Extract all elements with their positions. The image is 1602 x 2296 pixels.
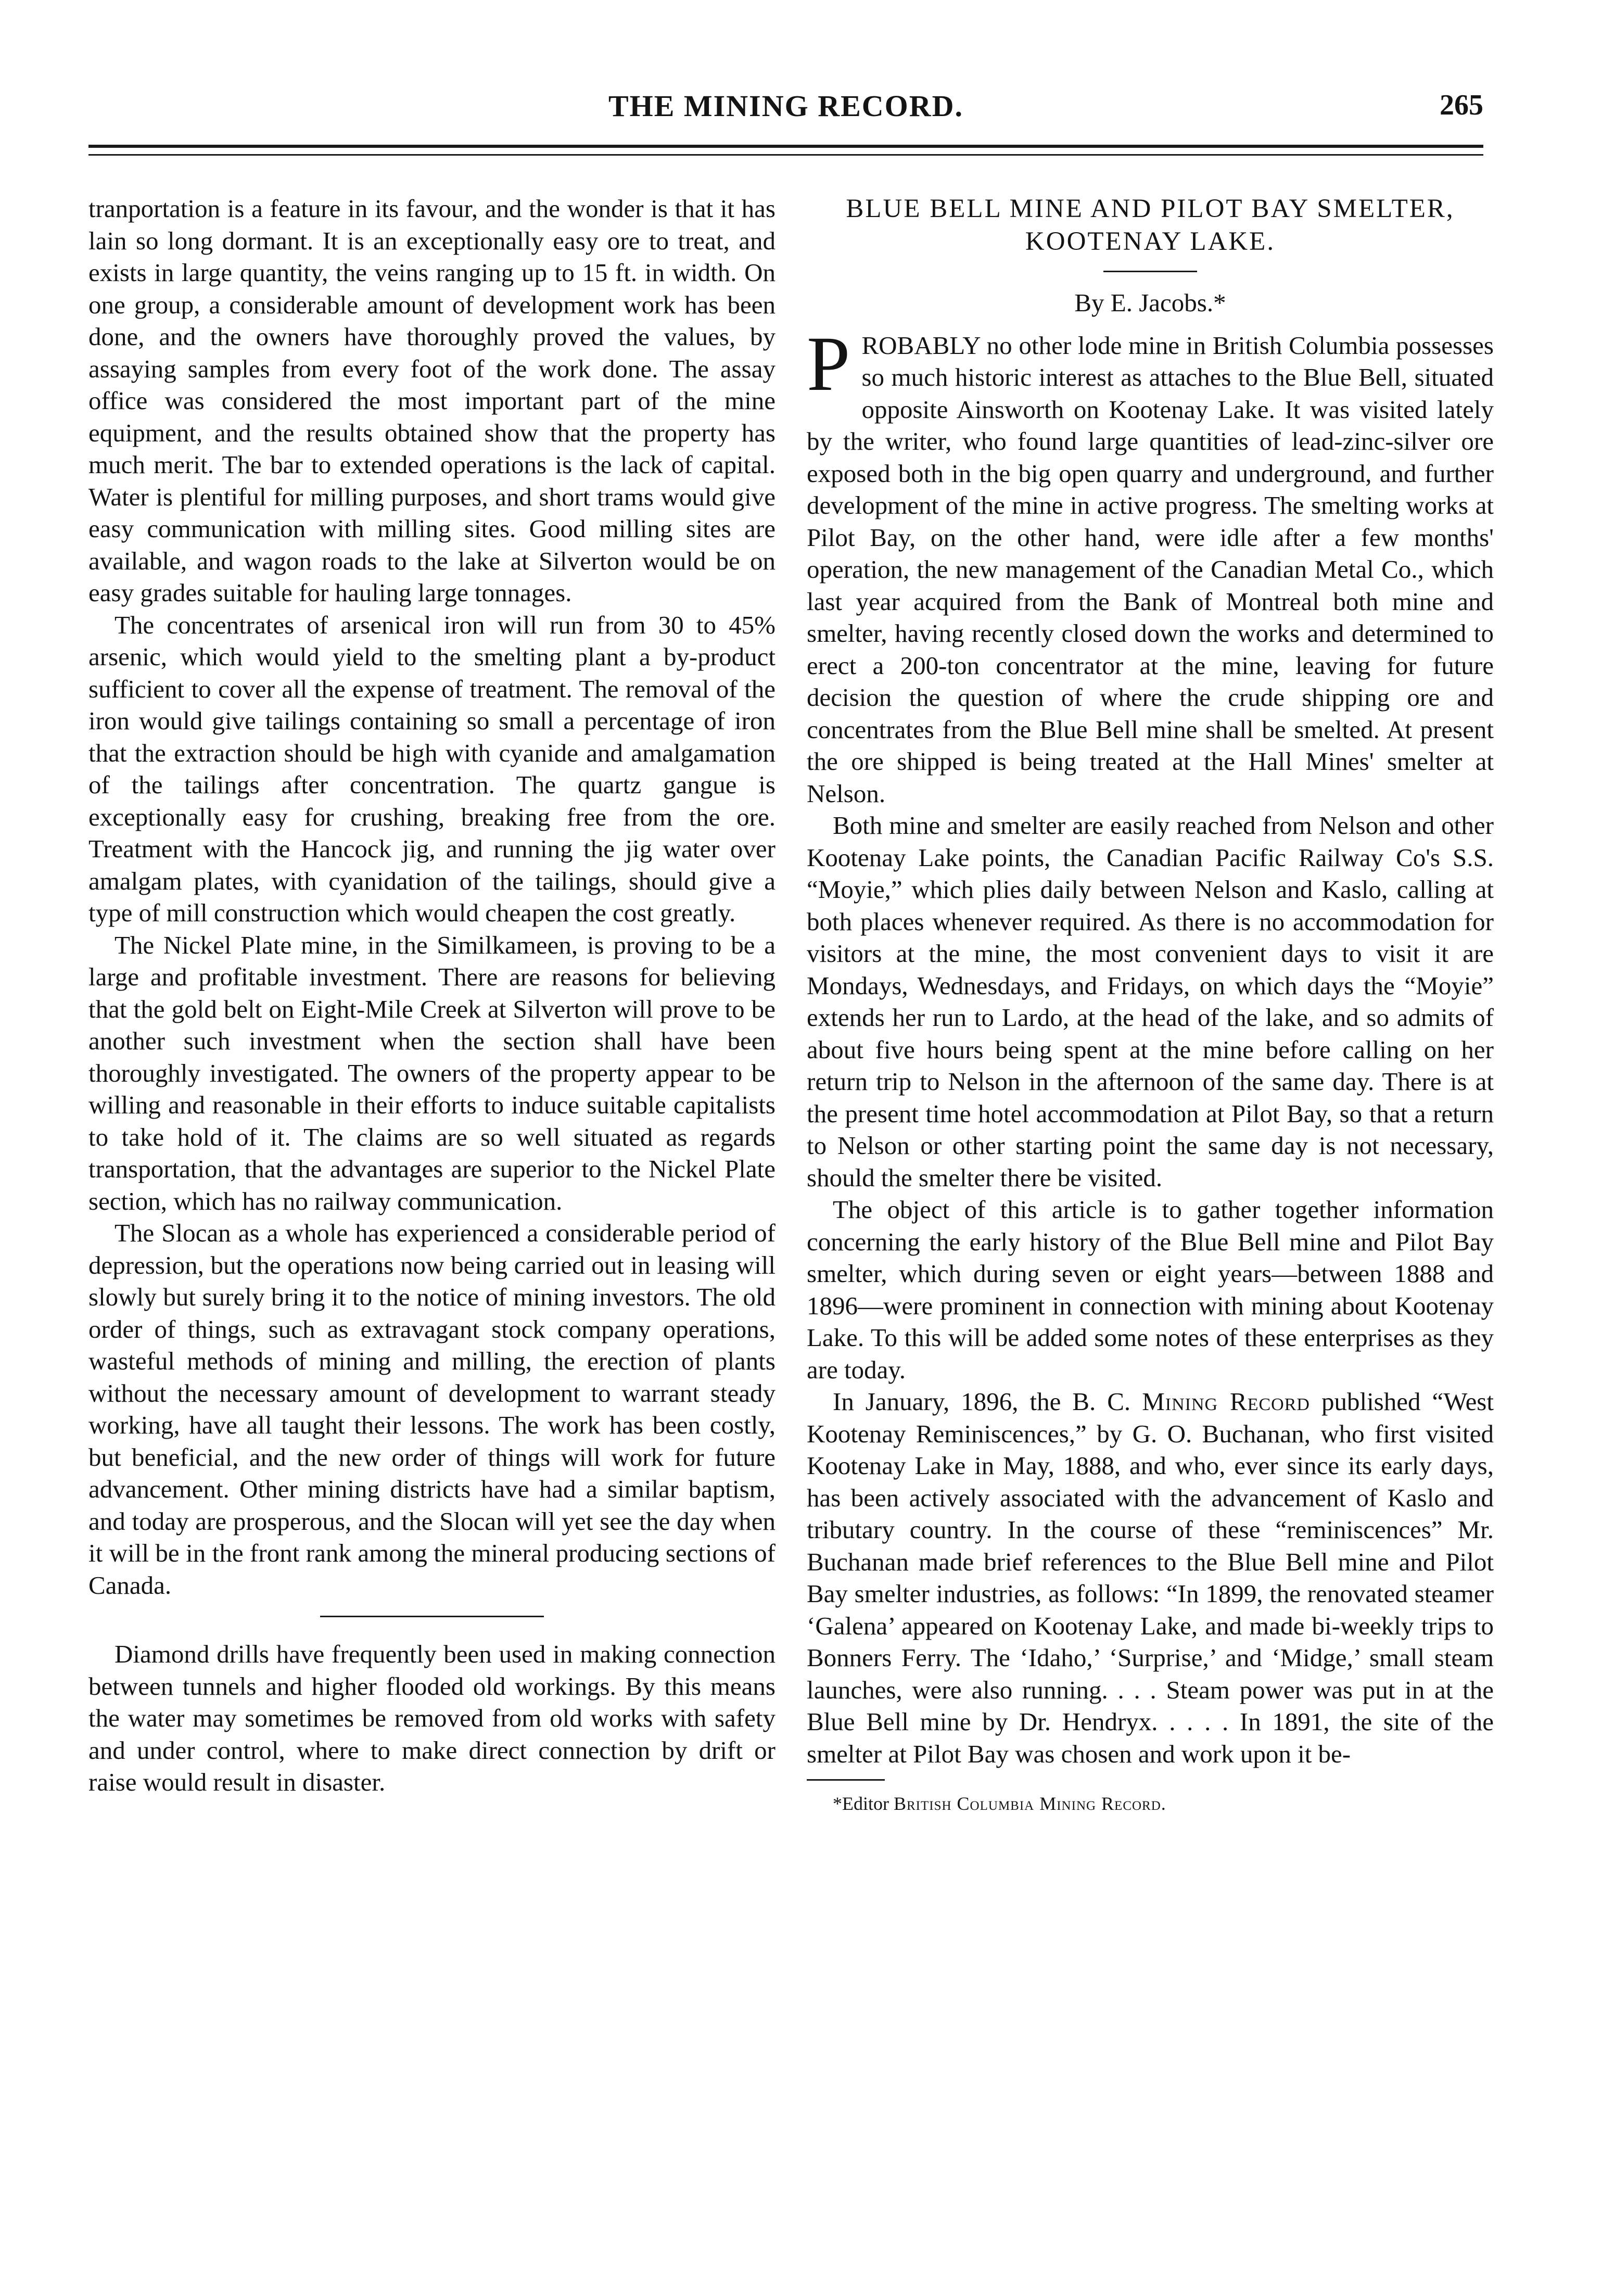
- header-rule-thick: [88, 145, 1483, 148]
- title-divider: [1103, 271, 1197, 272]
- left-paragraph-4: The Slocan as a whole has experienced a considerable period of depression, but the operations now being carried out in leasing will slowly but surely bring it to the notice of mining investors. The old order of things, such as extravagant stock company operations, wasteful methods of mining and milling, the erection of plants without the necessary amount of development to warrant steady working, have all taught their lessons. The work has been costly, but beneficial, and the new order of things will work for future advancement. Other mining districts have had a similar baptism, and today are prosperous, and the Slocan will yet see the day when it will be in the front rank among the mineral producing sections of Canada.: [88, 1219, 775, 1600]
- page-number: 265: [1440, 89, 1483, 121]
- article-paragraph-2: Both mine and smelter are easily reached from Nelson and other Kootenay Lake points, the Canadian Pacific Railway Co's S.S. “Moyie,” which plies daily between Nelson and Kaslo, calling at both places whenever required. As there is no accommodation for visitors at the mine, the most convenient days to visit it are Mondays, Wednesdays, and Fridays, on which days the “Moyie” extends her run to Lardo, at the head of the lake, and so admits of about five hours being spent at the mine before calling on her return trip to Nelson in the afternoon of the same day. There is at the present time hotel accommodation at Pilot Bay, so that a return to Nelson or other starting point the same day is not necessary, should the smelter there be visited.: [807, 811, 1494, 1192]
- left-paragraph-1: tranportation is a feature in its favour, and the wonder is that it has lain so long dormant. It is an exceptionally easy ore to treat, and exists in large quantity, the veins ranging up to 15 ft. in width. On one group, a considerable amount of development work has been done, and the owners have thoroughly proved the values, by assaying samples from every foot of the work done. The assay office was considered the most important part of the mine equipment, and the results obtained show that the property has much merit. The bar to extended operations is the lack of capital. Water is plentiful for milling purposes, and short trams would give easy communication with milling sites. Good milling sites are available, and wagon roads to the lake at Silverton would be on easy grades suitable for hauling large tonnages.: [88, 194, 775, 607]
- left-column: [88, 193, 775, 2275]
- footnote-publication: British Columbia Mining Record.: [893, 1793, 1166, 1814]
- article-paragraph-4-lead: In January, 1896, the B. C.: [833, 1387, 1142, 1416]
- editor-footnote: [807, 1791, 1494, 1816]
- drop-cap: P: [807, 320, 850, 407]
- header-rule-thin: [88, 154, 1483, 156]
- diamond-drill-note: Diamond drills have frequently been used in making connection between tunnels and higher flooded old workings. By this means the water may sometimes be removed from old works with safety and under control, where to make direct connection by drift or raise would result in disaster.: [88, 1640, 775, 1796]
- section-divider: [320, 1616, 544, 1617]
- article-paragraph-1-text: ROBABLY no other lode mine in British Columbia possesses so much historic interest as attaches to the Blue Bell, situated opposite Ainsworth on Kootenay Lake. It was visited lately by the writer, who found large quantities of lead-zinc-silver ore exposed both in the big open quarry and underground, and further development of the mine in active progress. The smelting works at Pilot Bay, on the other hand, were idle after a few months' operation, the new management of the Canadian Metal Co., which last year acquired from the Bank of Montreal both mine and smelter, having recently closed down the works and determined to erect a 200-ton concentrator at the mine, leaving for future decision the question of where the crude shipping ore and concentrates from the Blue Bell mine shall be smelted. At present the ore shipped is being treated at the Hall Mines' smelter at Nelson.: [807, 331, 1494, 808]
- article-byline: By E. Jacobs.*: [1074, 288, 1226, 317]
- journal-title: THE MINING RECORD.: [608, 89, 964, 123]
- left-paragraph-2: The concentrates of arsenical iron will run from 30 to 45% arsenic, which would yield to the smelting plant a by-product sufficient to cover all the expense of treatment. The removal of the iron would give tailings containing so small a percentage of iron that the extraction should be high with cyanide and amalgamation of the tailings after concentration. The quartz gangue is exceptionally easy for crushing, breaking free from the ore. Treatment with the Hancock jig, and running the jig water over amalgam plates, with cyanidation of the tailings, should give a type of mill construction which would cheapen the cost greatly.: [88, 610, 775, 927]
- article-paragraph-3: The object of this article is to gather together information concerning the early history of the Blue Bell mine and Pilot Bay smelter, which during seven or eight years—between 1888 and 1896—were prominent in connection with mining about Kootenay Lake. To this will be added some notes of these enterprises as they are today.: [807, 1195, 1494, 1384]
- publication-name: Mining Record: [1142, 1387, 1310, 1416]
- article-title: BLUE BELL MINE AND PILOT BAY SMELTER, KOOTENAY LAKE.: [846, 194, 1455, 256]
- running-header: [88, 88, 1483, 135]
- article-paragraph-4-text: published “West Kootenay Reminiscences,” by G. O. Buchanan, who first visited Kootenay Lake in May, 1888, and who, ever since its early days, has been actively associated with the advancement of Kaslo and tributary country. In the course of these “reminiscences” Mr. Buchanan made brief references to the Blue Bell mine and Pilot Bay smelter industries, as follows: “In 1899, the renovated steamer ‘Galena’ appeared on Kootenay Lake, and made bi-weekly trips to Bonners Ferry. The ‘Idaho,’ ‘Surprise,’ and ‘Midge,’ small steam launches, were also running. . . . Steam power was put in at the Blue Bell mine by Dr. Hendryx. . . . . In 1891, the site of the smelter at Pilot Bay was chosen and work upon it be-: [807, 1387, 1494, 1768]
- footnote-rule: [807, 1779, 885, 1781]
- left-paragraph-3: The Nickel Plate mine, in the Similkameen, is proving to be a large and profitable investment. There are reasons for believing that the gold belt on Eight-Mile Creek at Silverton will prove to be another such investment when the section shall have been thoroughly investigated. The owners of the property appear to be willing and reasonable in their efforts to induce suitable capitalists to take hold of it. The claims are so well situated as regards transportation, that the advantages are superior to the Nickel Plate section, which has no railway communication.: [88, 930, 775, 1215]
- article-paragraph-1: [807, 320, 1494, 810]
- footnote-prefix: *Editor: [833, 1793, 894, 1814]
- article-paragraph-4: [807, 1386, 1494, 1770]
- right-column: [807, 193, 1494, 2275]
